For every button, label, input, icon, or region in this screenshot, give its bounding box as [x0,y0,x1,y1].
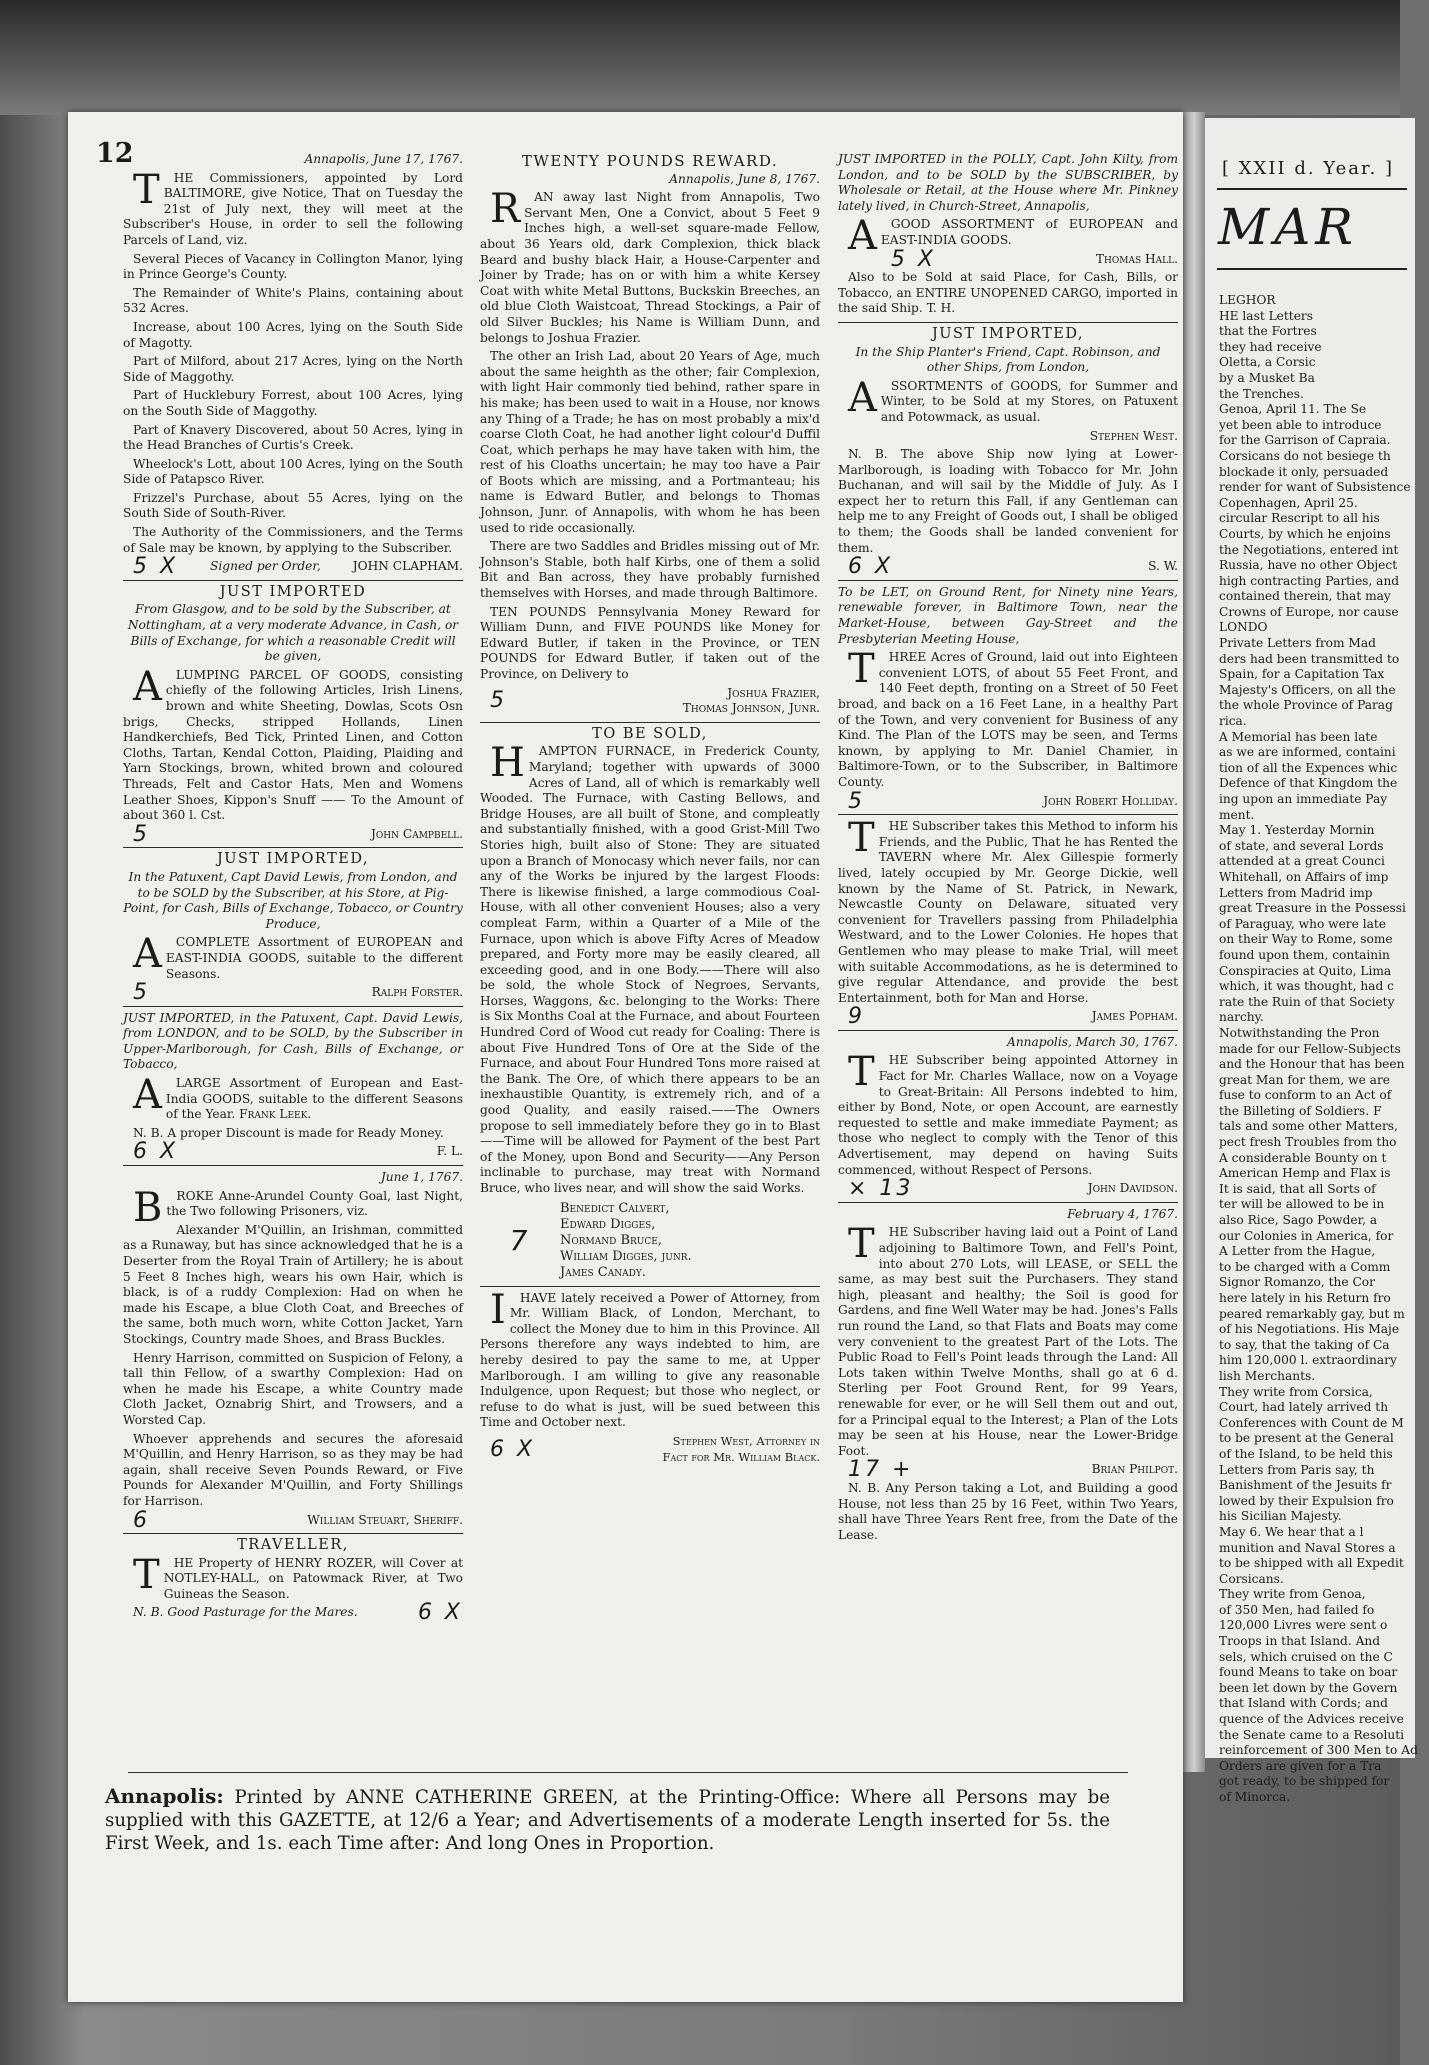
dateline: Annapolis, June 17, 1767. [304,152,463,166]
handwritten-mark: 5 [133,980,150,1006]
divider [480,722,820,723]
parcel-6: Part of Knavery Discovered, about 50 Acres, lying in the Head Branches of Curtis's Creek. [123,422,463,453]
ad-body: A GOOD ASSORTMENT of EUROPEAN and EAST-INDIA GOODS. [838,217,1178,248]
signature-line: 5 Ralph Forster. [123,985,463,1001]
ad-heading: JUST IMPORTED, [931,325,1085,342]
authority-note: The Authority of the Commissioners, and the Terms of Sale may be known, by applying to the Subscriber. [123,525,463,555]
next-page-line: here lately in his Return fro [1219,1291,1391,1305]
next-page-line: to be charged with a Comm [1219,1259,1391,1274]
ad-heading: JUST IMPORTED, in the Patuxent, Capt. David Lewis, from LONDON, and to be SOLD, by the Subscriber in Upper-Marlborough, for Cash, Bills of Exchange, or Tobacco, [123,1010,463,1072]
next-page-line: Genoa, April 11. The Se [1219,402,1367,417]
handwritten-mark: × 13 [848,1176,914,1202]
drop-cap: B [133,1184,163,1231]
next-page-line: by a Musket Ba [1219,370,1315,385]
signature-line: 5 John Robert Holliday. [838,794,1178,810]
drop-cap: T [133,1551,160,1598]
handwritten-mark: 6 X [490,1436,536,1462]
next-page-line: to be shipped with all Expedit [1219,1556,1404,1571]
next-page-line: of state, and several Lords [1219,838,1384,853]
next-page-line: the Negotiations, entered int [1219,542,1399,557]
next-page-line: rate the Ruin of that Society [1219,994,1395,1009]
next-page-line: Corsicans do not besiege th [1219,448,1391,463]
signature-line: 9 James Popham. [838,1009,1178,1025]
next-page-line: got ready, to be shipped for [1219,1774,1390,1789]
ad-body: H AMPTON FURNACE, in Frederick County, Maryland; together with upwards of 3000 Acres of Land, all of which is remarkably well Wooded. The Furnace, with Casting Bellows, and Bridge Houses, are all built of Stone, and compleatly and substantially finished, with a good Grist-Mill Two Stories high, built also of Stone: They are situated upon a Branch of Monocasy which never fails, nor can any of the Works be injured by the largest Floods: There is likewise finished, a large commodious Coal-House, with all other convenient Houses; also a very compleat Farm, within a Quarter of a Mile of the Furnace, upon which is above Fifty Acres of Meadow prepared, and Forty more may be easily cleared, all exceeding good, and in one Body.——There will also be sold, the whole Stock of Negroes, Servants, Horses, Waggons, &c. belonging to the Works: There is Six Months Coal at the Furnace, and about Fourteen Hundred Cord of Wood cut ready for Coaling: There is about Five Hundred Tons of Ore at the Side of the Furnace, and about Four Hundred Tons more raised at the Bank. The Ore, of which there appears to be an inexhaustible Quantity, is extremely rich, and of a good Quality, and easily raised.——The Owners propose to sell immediately before they go in to Blast——Time will be allowed for Payment of the best Part of the Money, upon Bond and Security——Any Person inclinable to purchase, may treat with Normand Bruce, who lives near, and will show the said Works. [480,740,820,1195]
signature-line: 5 X Signed per Order, JOHN CLAPHAM. [123,559,463,575]
next-page-line: him 120,000 l. extraordinary [1219,1353,1397,1368]
handwritten-mark: 5 X [890,246,936,272]
next-page-line: to be present at the General [1219,1431,1394,1446]
next-page-line: our Colonies in America, for [1219,1228,1394,1243]
next-page-line: that the Fortres [1219,324,1317,339]
next-page-line: LEGHOR [1219,293,1276,307]
signature-line: 5 John Campbell. [123,827,463,843]
dateline: Annapolis, June 8, 1767. [669,171,820,186]
masthead-rule [1217,268,1407,270]
handwritten-mark: 5 [848,788,865,814]
drop-cap: T [848,1221,875,1268]
ad-body: T HREE Acres of Ground, laid out into Eighteen convenient LOTS, of about 55 Feet Front, and 140 Feet depth, fronting on a Street of 50 Feet broad, and back on a 16 Feet Lane, in a healthy Part of the Town, and very convenient for Business of any Kind. The Plan of the LOTS may be seen, and Terms known, by applying to Mr. Daniel Chamier, in Baltimore-Town, or to the Subscriber, in Baltimore County. [838,646,1178,789]
next-page-line: Copenhagen, April 25. [1219,495,1358,510]
signature-line: 6 X S. W. [838,559,1178,575]
divider [838,1202,1178,1203]
next-page-line: munition and Naval Stores a [1219,1540,1396,1555]
handwritten-mark: 9 [848,1004,865,1030]
divider [838,580,1178,581]
newspaper-page [68,112,1183,2002]
next-page-line: Letters from Paris say, th [1219,1462,1375,1477]
ad-body: T HE Subscriber takes this Method to inform his Friends, and the Public, That he has Rented the TAVERN where Mr. Alex Gillespie formerly lived, lately occupied by Mr. George Dickie, well known by the Name of St. Patrick, in Newark, Newcastle County on Delaware, situated very convenient for Travellers passing from Philadelphia Westward, and to the Lower Colonies. He hopes that Gentlemen who may please to make Trial, will meet with suitable Accommodations, as he is determined to give regular Attendance, and provide the best Entertainment, both for Man and Horse. [838,815,1178,1005]
next-page-line: the Trenches. [1219,386,1304,401]
next-page-line: blockade it only, persuaded [1219,464,1389,479]
next-page-line: also Rice, Sago Powder, a [1219,1213,1378,1228]
next-page-line: LONDO [1219,620,1268,635]
goal-notice: B ROKE Anne-Arundel County Goal, last Night, the Two following Prisoners, viz. [123,1189,463,1220]
next-page-line: Notwithstanding the Pron [1219,1025,1380,1040]
next-page-line: Courts, by which he enjoins [1219,526,1391,541]
handwritten-mark: 6 X [848,554,894,580]
next-page-line: Conferences with Count de M [1219,1415,1404,1430]
ad-heading: TRAVELLER, [237,1537,349,1554]
next-page-line: the whole Province of Parag [1219,698,1393,713]
ad-heading: To be LET, on Ground Rent, for Ninety nine Years, renewable forever, in Baltimore Town, near the Market-House, between Gay-Street and the Presbyterian Meeting House, [838,584,1178,646]
next-page-line: Crowns of Europe, nor cause [1219,604,1399,619]
next-page-line: Russia, have no other Object [1219,558,1398,573]
parcel-8: Frizzel's Purchase, about 55 Acres, lying on the South Side of South-River. [123,490,463,521]
next-page-line: May 1. Yesterday Mornin [1219,823,1375,838]
next-page-line: lish Merchants. [1219,1368,1316,1383]
prisoner-2: Henry Harrison, committed on Suspicion of Felony, a tall thin Fellow, of a swarthy Complexion: Had on when he made his Escape, a white Country made Cloth Jacket, Oznabrig Shirt, and Trowsers, and a Worsted Cap. [123,1350,463,1427]
ad-body: T HE Subscriber being appointed Attorney in Fact for Mr. Charles Wallace, now on a Voyage to Great-Britain: All Persons indebted to him, either by Bond, Note, or open Account, are earnestly requested to settle and make immediate Payment; as those who neglect to comply with the Tenor of this Advertisement, may depend on having Suits commenced, without Respect of Persons. [838,1049,1178,1177]
next-page-line: May 6. We hear that a l [1219,1524,1364,1539]
next-page-line: 120,000 Livres were sent o [1219,1618,1388,1633]
next-page-line: Court, had lately arrived th [1219,1400,1389,1415]
ad-note: N. B. Any Person taking a Lot, and Building a good House, not less than 25 by 16 Feet, within Two Years, shall have Three Years Rent free, from the Date of the Lease. [838,1480,1178,1542]
prisoner-1: Alexander M'Quillin, an Irishman, committed as a Runaway, but has since acknowledged that he is a Deserter from the Royal Train of Artillery; he is about 5 Feet 8 Inches high, wears his own Hair, which is black, is of a ruddy Complexion: Had on when he made his Escape, a blue Cloth Coat, and Breeches of the same, both much worn, white Cotton Jacket, Yarn Stockings, Country made Shoes, and Brass Buckles. [123,1222,463,1346]
next-page-line: They write from Corsica, [1219,1384,1373,1399]
next-page-line: rica. [1219,714,1247,729]
next-page-line: which, it was thought, had c [1219,979,1394,994]
next-page-line: Troops in that Island. And [1219,1634,1381,1649]
runaway-2: The other an Irish Lad, about 20 Years of Age, much about the same heighth as the other; fair Complexion, with light Hair commonly tied behind, rather spare in his make; has been used to wait in a House, nor knows any Thing of a Trade; he has on most probably a mix'd coarse Cloth Coat, he had another light colour'd Duffil Coat, which perhaps he may have taken with him, the rest of his Cloaths uncertain; he may too have a Pair of Boots which are missing, and a Portmanteau; his name is Edward Butler, and belongs to Thomas Johnson, Junr. of Annapolis, with whom he has been used to ride occasionally. [480,349,820,535]
handwritten-mark: 6 X [133,1139,179,1165]
next-page-line: contained therein, that may [1219,589,1391,604]
next-page-line: HE last Letters [1219,308,1313,323]
signature-line: 6 X F. L. [123,1144,463,1160]
next-page-line: fuse to conform to an Act of [1219,1088,1392,1103]
drop-cap: T [848,646,875,693]
ad-heading: TWENTY POUNDS REWARD. [521,152,779,170]
next-page-line: ter will be allowed to be in [1219,1197,1385,1212]
next-page-line: been let down by the Govern [1219,1680,1398,1695]
commissioners-notice: T HE Commissioners, appointed by Lord BALTIMORE, give Notice, That on Tuesday the 21st of July next, they will meet at the Subscriber's House, in order to sell the following Parcels of Land, viz. [123,166,463,247]
next-page-line: of 350 Men, had failed fo [1219,1602,1375,1617]
handwritten-mark: 5 [133,821,150,847]
next-page-line: A Letter from the Hague, [1219,1244,1376,1259]
ad-body: T HE Property of HENRY ROZER, will Cover at NOTLEY-HALL, on Patowmack River, at Two Guineas the Season. [123,1556,463,1603]
next-page-line: Signor Romanzo, the Cor [1219,1275,1375,1290]
next-page-line: and the Honour that has been [1219,1057,1405,1072]
divider [838,1030,1178,1031]
footer-rule [128,1772,1128,1773]
divider [123,1533,463,1534]
next-page-line: as we are informed, containi [1219,745,1396,760]
ad-note: N. B. The above Ship now lying at Lower-Marlborough, is loading with Tobacco for Mr. John Buchanan, and will sail by the Middle of July. As I expect her to return this Fall, if any Gentleman can help me to any Freight of Goods out, I shall be obliged to them; the Goods shall be landed convenient for them. [838,447,1178,555]
owner-names: Benedict Calvert, Edward Digges, Normand Bruce, William Digges, junr. James Canady. [560,1200,692,1280]
runaway-reward: TEN POUNDS Pennsylvania Money Reward for William Dunn, and FIVE POUNDS like Money for Edward Butler, if taken in the Province, or TEN POUNDS for Edward Butler, if taken out of the Province, on Delivery to [480,604,820,681]
next-page-line: found Means to take on boar [1219,1665,1398,1680]
drop-cap: A [848,374,877,421]
ad-body: A SSORTMENTS of GOODS, for Summer and Winter, to be Sold at my Stores, on Patuxent and Potowmack, as usual. [838,379,1178,426]
next-page-line: Whitehall, on Affairs of imp [1219,869,1389,884]
signature-line: 5 X Thomas Hall. [881,252,1178,268]
next-page-line: ing upon an immediate Pay [1219,792,1388,806]
ad-body: A LUMPING PARCEL OF GOODS, consisting chiefly of the following Articles, Irish Linens, brown and white Sheeting, Dowlas, Scots Osn brigs, Checks, stripped Hollands, Linen Handkerchiefs, Bed Tick, Printed Linen, and Cotton Cloths, Tartan, Kendal Cotton, Plaiding, Plaiding and Yarn Stockings, brown, whited brown and coloured Threads, Felt and Castor Hats, Men and Womens Leather Shoes, Kippon's Snuff —— To the Amount of about 360 l. Cst. [123,663,463,823]
next-page-column [1219,293,1429,1806]
drop-cap: H [490,740,525,787]
masthead-year: [ XXII d. Year. ] [1222,158,1395,179]
next-page-line: render for want of Subsistence [1219,480,1411,495]
next-page-line: reinforcement of 300 Men to Ad [1219,1743,1418,1758]
reward-offer: Whoever apprehends and secures the aforesaid M'Quillin, and Henry Harrison, so as they may be had again, shall receive Seven Pounds Reward, or Five Pounds for Alexander M'Quillin, and Forty Shillings for Harrison. [123,1431,463,1508]
ad-body: A LARGE Assortment of European and East-India GOODS, suitable to the different Seasons of the Year. Frank Leek. [123,1076,463,1123]
next-page-line: attended at a great Counci [1219,854,1385,869]
page-gutter [1183,112,1205,1772]
next-page-line: Letters from Madrid imp [1219,885,1373,900]
page-number: 12 [96,138,134,169]
drop-cap: A [848,213,877,260]
drop-cap: T [848,815,875,862]
next-page-line: Corsicans. [1219,1571,1284,1586]
signature-line: 6 William Steuart, Sheriff. [123,1513,463,1529]
next-page-line: yet been able to introduce [1219,417,1382,432]
next-page-line: on their Way to Rome, some [1219,932,1393,947]
parcel-7: Wheelock's Lott, about 100 Acres, lying on the South Side of Patapsco River. [123,456,463,487]
next-page-line: great Treasure in the Possessi [1219,901,1406,916]
dateline: February 4, 1767. [1067,1206,1178,1221]
next-page-line: pect fresh Troubles from tho [1219,1135,1397,1150]
column-1 [123,152,463,1624]
handwritten-mark: 17 + [848,1457,914,1483]
next-page-line: Spain, for a Capitation Tax [1219,667,1385,682]
parcel-1: Several Pieces of Vacancy in Collington Manor, lying in Prince George's County. [123,251,463,282]
runaway-saddles: There are two Saddles and Bridles missing out of Mr. Johnson's Stable, both half Kirbs, one of them a solid Bit and Ban across, they have probably furnished themselves with Horses, and made through Baltimore. [480,539,820,601]
next-page-line: Private Letters from Mad [1219,636,1376,651]
parcel-2: The Remainder of White's Plains, containing about 532 Acres. [123,285,463,316]
next-page-line: Banishment of the Jesuits fr [1219,1478,1392,1493]
ad-heading: JUST IMPORTED, [216,851,370,868]
next-page-line: peared remarkably gay, but m [1219,1306,1405,1321]
signature: Stephen West. [1089,428,1178,443]
drop-cap: R [490,186,521,233]
parcel-3: Increase, about 100 Acres, lying on the South Side of Magotty. [123,319,463,350]
signature-line: × 13 John Davidson. [838,1181,1178,1197]
next-page-line: sels, which cruised on the C [1219,1649,1393,1664]
next-page-line: American Hemp and Flax is [1219,1166,1391,1181]
signature-block [480,1201,820,1281]
divider [480,1286,820,1287]
next-page-line: quence of the Advices receive [1219,1712,1404,1727]
parcel-4: Part of Milford, about 217 Acres, lying on the North Side of Maggothy. [123,354,463,384]
imprint-place: Annapolis: [105,1784,224,1808]
signature-line: 5 Joshua Frazier, Thomas Johnson, Junr. [480,686,820,717]
next-page-line: Orders are given for a Tra [1219,1758,1382,1773]
next-page-line: They write from Genoa, [1219,1587,1366,1602]
ad-body: I HAVE lately received a Power of Attorney, from Mr. William Black, of London, Merchant, to collect the Money due to him in this Province. All Persons therefore any ways indebted to him, are hereby desired to pay the same to me, at Upper Marlborough. I am willing to give any reasonable Indulgence, upon Request; but those who neglect, or refuse to do what is just, will be sued between this Time and October next. [480,1286,820,1430]
next-page-line: they had receive [1219,339,1322,354]
masthead-rule [1217,188,1407,190]
ad-heading: TO BE SOLD, [592,725,708,742]
next-page-line: that Island with Cords; and [1219,1696,1388,1711]
dateline: June 1, 1767. [380,1170,463,1185]
column-2 [480,152,820,1468]
next-page-line: ment. [1219,807,1255,822]
next-page-line: high contracting Parties, and [1219,573,1400,588]
next-page-line: of Minorca. [1219,1790,1291,1804]
imprint-footer [105,1785,1110,1855]
next-page-line: of the Island, to be held this [1219,1446,1393,1461]
parcel-5: Part of Hucklebury Forrest, about 100 Acres, lying on the South Side of Maggothy. [123,388,463,418]
ad-note: N. B. A proper Discount is made for Ready Money. [133,1125,444,1140]
next-page-line: found upon them, containin [1219,947,1390,962]
divider [123,580,463,581]
next-page-line: A Memorial has been late [1219,729,1378,744]
ad-intro: In the Ship Planter's Friend, Capt. Robinson, and other Ships, from London, [855,344,1161,375]
handwritten-mark: 5 [490,688,507,714]
next-page-line: A considerable Bounty on t [1219,1150,1387,1165]
ad-body: T HE Subscriber having laid out a Point of Land adjoining to Baltimore Town, and Fell's Point, into about 270 Lots, will LEASE, or SELL the same, as may best suit the Purchasers. They stand high, pleasant and healthy; the Soil is good for Gardens, and fine Well Water may be had. Jones's Falls run round the Land, so that Flats and Boats may come very convenient to the greatest Part of the Lots. The Public Road to Fell's Point leads through the Land: All Lots taken within Twelve Months, shall go at 6 d. Sterling per Foot Ground Rent, for 99 Years, renewable for ever, or he will Sell them out and out, for a Principal equal to the Interest; a Plan of the Lots may be seen at his House, near the Lower-Bridge Foot. [838,1221,1178,1458]
signature-line: 17 + Brian Philpot. [838,1462,1178,1478]
next-page-line: great Man for them, we are [1219,1072,1390,1087]
imprint-text: Printed by ANNE CATHERINE GREEN, at the Printing-Office: Where all Persons may be supplied with this GAZETTE, at 12/6 a Year; and Advertisements of a moderate Length inserted for 5s. the First Week, and 1s. each Time after: And long Ones in Proportion. [105,1787,1110,1854]
drop-cap: A [133,663,162,710]
next-page-line: Conspiracies at Quito, Lima [1219,963,1392,978]
ad-intro: From Glasgow, and to be sold by the Subscriber, at Nottingham, at a very moderate Advance, in Cash, or Bills of Exchange, for which a reasonable Credit will be given, [127,602,459,664]
handwritten-mark: 5 X [133,554,179,580]
next-page-line: lowed by their Expulsion fro [1219,1493,1394,1508]
next-page-line: It is said, that all Sorts of [1219,1181,1376,1196]
drop-cap: A [133,1072,162,1119]
column-3 [838,152,1178,1546]
next-page-line: for the Garrison of Capraia. [1219,433,1391,448]
next-page-line: his Sicilian Majesty. [1219,1509,1342,1524]
ad-intro: In the Patuxent, Capt David Lewis, from London, and to be SOLD by the Subscriber, at his Store, at Pig-Point, for Cash, Bills of Exchange, Tobacco, or Country Produce, [123,869,463,931]
divider [123,847,463,848]
ad-body: A COMPLETE Assortment of EUROPEAN and EAST-INDIA GOODS, suitable to the different Seasons. [123,935,463,982]
divider [123,1006,463,1007]
signature-line: 6 X Stephen West, Attorney in Fact for Mr. William Black. [480,1434,820,1465]
ad-heading: JUST IMPORTED [219,583,367,600]
next-page-line: of his Negotiations. His Maje [1219,1322,1400,1337]
drop-cap: I [490,1286,506,1333]
next-page-line: to say, that the taking of Ca [1219,1337,1390,1352]
handwritten-mark: 6 [133,1507,150,1533]
next-page-line: ders had been transmitted to [1219,651,1400,666]
runaway-notice: R AN away last Night from Annapolis, Two Servant Men, One a Convict, about 5 Feet 9 Inches high, a well-set square-made Fellow, about 36 Years old, dark Complexion, thick black Beard and bushy black Hair, a House-Carpenter and Joiner by Trade; has on or with him a white Kersey Coat with white Metal Buttons, Buckskin Breeches, an old blue Cloth Waistcoat, Thread Stockings, a Pair of old Silver Buckles; his Name is William Dunn, and belongs to Joshua Frazier. [480,186,820,345]
divider [838,814,1178,815]
next-page-line: tion of all the Expences whic [1219,760,1398,775]
next-page-line: Majesty's Officers, on all the [1219,682,1396,697]
scanner-top-band [0,0,1400,115]
next-page-line: the Senate came to a Resoluti [1219,1727,1405,1742]
next-page-line: Oletta, a Corsic [1219,355,1316,370]
drop-cap: T [848,1049,875,1096]
masthead-title: MAR [1218,198,1358,256]
next-page-line: Defence of that Kingdom the [1219,776,1398,791]
next-page-line: the Billeting of Soldiers. F [1219,1103,1382,1118]
ad-heading: JUST IMPORTED in the POLLY, Capt. John Kilty, from London, and to be SOLD by the SUBSCRIBER, by Wholesale or Retail, at the House where Mr. Pinkney lately lived, in Church-Street, Annapolis, [838,152,1178,213]
handwritten-mark: 7 [509,1223,531,1257]
next-page-line: made for our Fellow-Subjects [1219,1041,1401,1056]
divider [123,1165,463,1166]
ad-note: Also to be Sold at said Place, for Cash, Bills, or Tobacco, an ENTIRE UNOPENED CARGO, imported in the said Ship. T. H. [838,270,1178,316]
handwritten-mark: 6 X [417,1600,463,1626]
next-page-edge [1205,118,1418,1804]
signature-line: N. B. Good Pasturage for the Mares. 6 X [133,1600,463,1626]
divider [838,322,1178,323]
drop-cap: T [133,166,160,213]
next-page-line: circular Rescript to all his [1219,511,1380,526]
drop-cap: A [133,931,162,978]
next-page-line: tals and some other Matters, [1219,1119,1398,1134]
next-page-line: of Paraguay, who were late [1219,916,1386,931]
next-page-line: narchy. [1219,1010,1264,1025]
dateline: Annapolis, March 30, 1767. [1007,1034,1178,1049]
